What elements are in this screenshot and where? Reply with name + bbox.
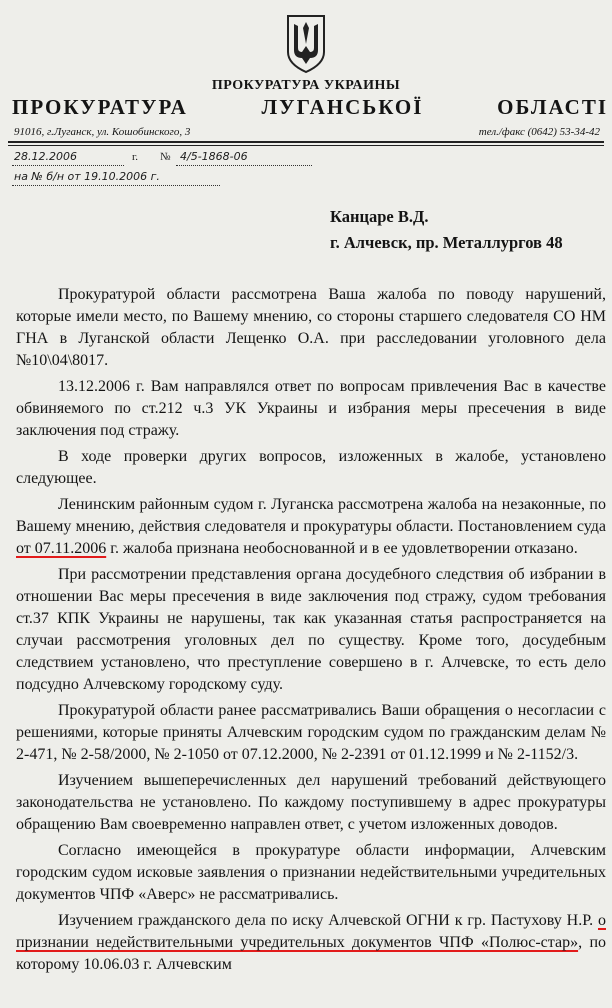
- org-subtitle: ПРОКУРАТУРА УКРАИНЫ: [211, 78, 401, 93]
- org-phone: тел./факс (0642) 53-34-42: [478, 126, 600, 138]
- trident-emblem-icon: [284, 14, 328, 74]
- paragraph: Прокуратурой области рассмотрена Ваша жалоба по поводу нарушений, которые имели место, по Вашему мнению, со стороны старшего следователя СО НМ ГНА в Луганской области Лещенко О.А. при расследовании уголовного дела №10\04\8017.: [16, 286, 606, 369]
- paragraph-text: Ленинским районным судом г. Луганска рассмотрена жалоба на незаконные, по Вашему мнению, действия следователя и прокуратуры области. Постановлением суда: [16, 496, 606, 535]
- paragraph: [16, 494, 606, 560]
- addressee-block: [330, 204, 563, 256]
- paragraph: При рассмотрении представления органа досудебного следствия об избрании в отношении Вас меры пресечения в виде заключения под стражу, судом требования ст.37 КПК Украины не нарушены, так как указанная статья распространяется на случаи рассмотрения уголовных дел по существу. Кроме того, досудебным следствием установлено, что преступление совершено в г. Алчевске, то есть дело подсудно Алчевскому городскому суду.: [16, 566, 606, 693]
- letter-body: [16, 284, 606, 976]
- org-address: 91016, г.Луганск, ул. Кошобинского, 3: [14, 126, 191, 138]
- reference-underline: [12, 185, 220, 186]
- underlined-phrase: о признании недействительными учредительных документов ЧПФ «Полюс-стар»: [16, 912, 606, 951]
- paragraph: Согласно имеющейся в прокуратуре области информации, Алчевским городским судом исковые заявления о признании недействительными учредительных документов ЧПФ «Аверс» не рассматривались.: [16, 842, 606, 903]
- paragraph: Прокуратурой области ранее рассматривались Ваши обращения о несогласии с решениями, которые приняты Алчевским городским судом по гражданским делам № 2-471, № 2-58/2000, № 2-1050 от 07.12.2000, № 2-2391 от 01.12.1999 и № 2-1152/3.: [16, 702, 606, 763]
- header-rule: [8, 141, 604, 143]
- paragraph-text: , по которому 10.06.03 г. Алчевским: [16, 934, 607, 973]
- addressee-name: Канцаре В.Д.: [330, 207, 429, 226]
- reference-line: на № б/н от 19.10.2006 г.: [14, 170, 160, 183]
- paragraph-text: г. жалоба признана необоснованной и в ее удовлетворении отказано.: [106, 540, 578, 557]
- number-line: [176, 165, 312, 166]
- paragraph: [16, 910, 606, 976]
- outgoing-date: 28.12.2006: [14, 150, 77, 163]
- org-title: ПРОКУРАТУРА ЛУГАНСЬКОЇ ОБЛАСТІ: [12, 95, 608, 119]
- paragraph: Изучением вышеперечисленных дел нарушений требований действующего законодательства не установлено. По каждому поступившему в адрес прокуратуры обращению Вам своевременно направлен ответ, с учетом изложенных доводов.: [16, 772, 606, 833]
- number-label: №: [160, 151, 171, 163]
- underlined-date: от 07.11.2006: [16, 540, 107, 557]
- paragraph: В ходе проверки других вопросов, изложенных в жалобе, установлено следующее.: [16, 448, 606, 487]
- paragraph: 13.12.2006 г. Вам направлялся ответ по вопросам привлечения Вас в качестве обвиняемого по ст.212 ч.3 УК Украины и избрания меры пресечения в виде заключения под стражу.: [16, 378, 606, 439]
- g-label: г.: [132, 151, 139, 163]
- paragraph-text: Изучением гражданского дела по иску Алчевской ОГНИ к гр. Пастухову Н.Р.: [58, 912, 598, 929]
- addressee-address: г. Алчевск, пр. Металлургов 48: [330, 233, 563, 252]
- header-rule-thin: [8, 145, 604, 146]
- outgoing-number: 4/5-1868-06: [180, 150, 248, 163]
- date-line: [12, 165, 124, 166]
